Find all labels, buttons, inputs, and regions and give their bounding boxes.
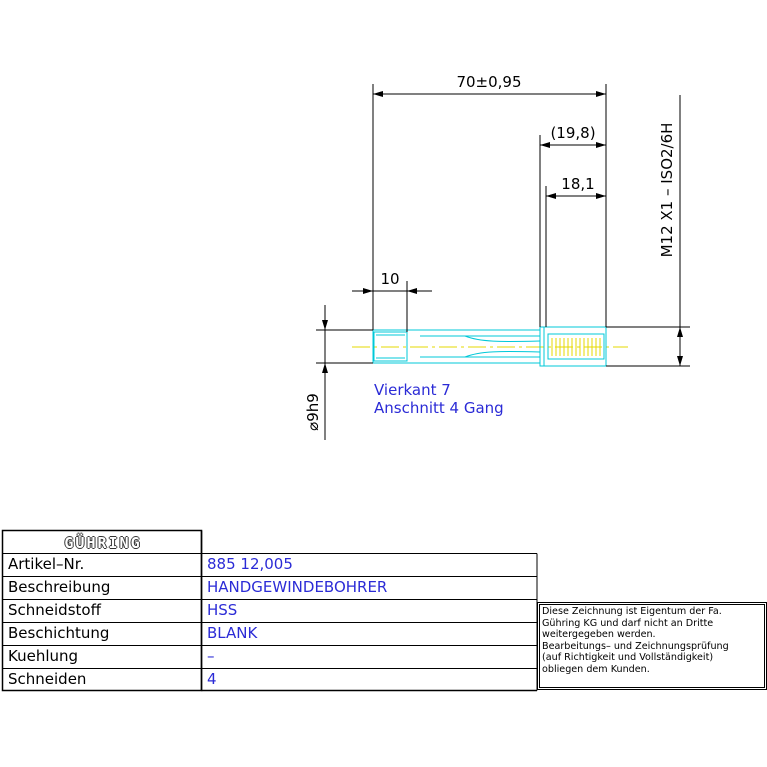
dim-overall-length: 70±0,95: [456, 73, 522, 91]
disclaimer-line: (auf Richtigkeit und Vollständigkeit): [542, 652, 714, 664]
value-cooling: –: [207, 647, 215, 665]
label-coating: Beschichtung: [8, 624, 110, 642]
dimension-arrows: [322, 91, 683, 373]
ownership-disclaimer: [537, 602, 767, 690]
disclaimer-line: Diese Zeichnung ist Eigentum der Fa.: [542, 606, 722, 617]
dim-thread-length: 18,1: [561, 175, 595, 193]
dim-shank-diameter: ⌀9h9: [304, 393, 322, 431]
label-material: Schneidstoff: [8, 601, 101, 619]
dim-square-length: 10: [380, 270, 400, 288]
value-coating: BLANK: [207, 624, 258, 642]
disclaimer-line: obliegen dem Kunden.: [542, 663, 650, 675]
disclaimer-line: Gühring KG und darf nicht an Dritte: [542, 617, 714, 629]
tap-outline: [352, 327, 628, 366]
value-description: HANDGEWINDEBOHRER: [207, 578, 388, 596]
disclaimer-line: weitergegeben werden.: [542, 629, 656, 641]
value-article-no: 885 12,005: [207, 555, 293, 573]
disclaimer-line: Bearbeitungs– und Zeichnungsprüfung: [542, 640, 729, 652]
label-article-no: Artikel–Nr.: [8, 555, 85, 573]
note-square: Vierkant 7: [374, 381, 451, 399]
guehring-logo: GÜHRING: [64, 534, 142, 552]
label-cooling: Kuehlung: [8, 647, 79, 665]
label-description: Beschreibung: [8, 578, 111, 596]
value-material: HSS: [207, 601, 238, 619]
dimension-lines: [316, 84, 690, 440]
dim-thread-length-ref: (19,8): [550, 124, 596, 142]
dim-thread-spec: M12 X1 – ISO2/6H: [658, 122, 676, 258]
label-flutes: Schneiden: [8, 670, 87, 688]
value-flutes: 4: [207, 670, 217, 688]
note-chamfer: Anschnitt 4 Gang: [374, 399, 504, 417]
